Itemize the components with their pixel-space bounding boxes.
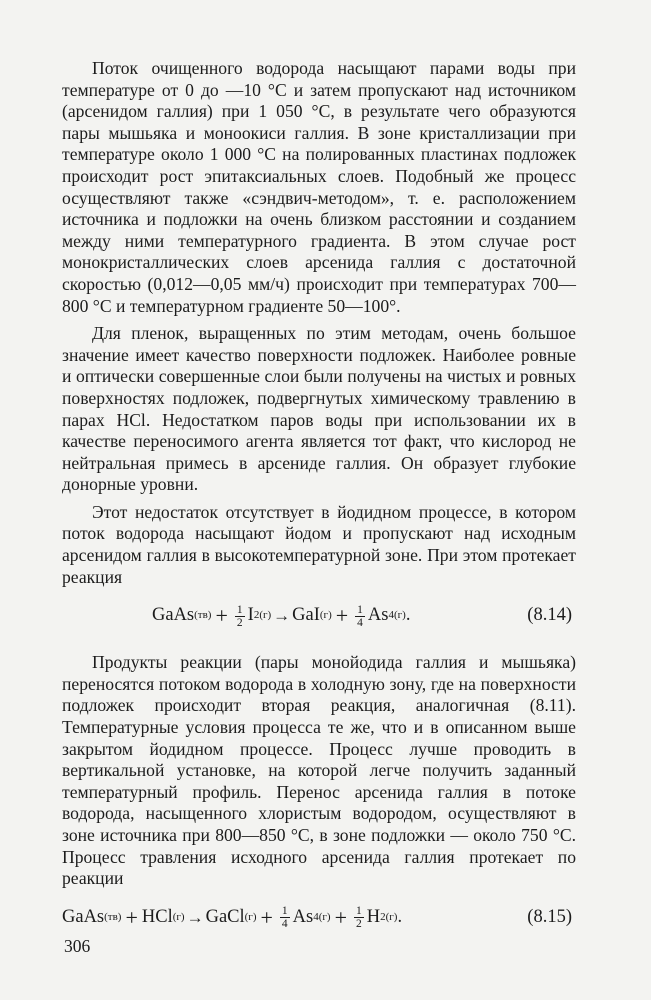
eq1-term-gaas: GaAs <box>152 605 195 626</box>
eq1-sub-as: 4(г) <box>388 609 406 622</box>
paragraph-4: Продукты реакции (пары монойодида галлия и мышьяка) переносятся потоком водорода в холодную зону, где на поверхности подложек происходит вторая реакция, аналогичная (8.11). Температурные условия процесса те же, что и в описанном выше закрытом йодидном процессе. Процесс лучше проводить в вертикальной установке, на которой легче получить заданный температурный профиль. Перенос арсенида галлия в потоке водорода, насыщенного хлористым водородом, осуществляют в зоне источника при 800—850 °С, в зоне подложки — около 750 °С. Процесс травления исходного арсенида галлия протекает по реакции <box>62 652 576 889</box>
eq1-sub-gai: (г) <box>319 609 332 622</box>
eq2-term-h: H <box>366 906 381 927</box>
eq2-term-gaas: GaAs <box>62 906 105 927</box>
paragraph-2: Для пленок, выращенных по этим методам, очень большое значение имеет качество поверхности подложек. Наиболее ровные и оптически совершенные слои были получены на чистых и ровных поверхностях подложек, подвергнутых химическому травлению в парах HCl. Недостатком паров воды при использовании их в качестве переносимого агента является тот факт, что кислород не нейтральная примесь в арсениде галлия. Он образует глубокие донорные уровни. <box>62 323 576 495</box>
eq2-term-as: As <box>292 906 314 927</box>
eq2-plus-2: + <box>260 904 273 930</box>
eq2-sub-gacl: (г) <box>244 910 257 923</box>
eq2-sub-gaas: (тв) <box>104 910 122 923</box>
page-number: 306 <box>64 936 91 956</box>
eq1-term-as: As <box>367 605 389 626</box>
eq2-sub-hcl: (г) <box>172 910 185 923</box>
eq2-plus-1: + <box>125 904 138 930</box>
eq1-period: . <box>405 605 411 626</box>
eq2-period: . <box>397 906 403 927</box>
eq2-sub-h: 2(г) <box>380 910 398 923</box>
eq2-fraction-1: $\frac{1}{4}$ <box>281 905 288 931</box>
eq1-fraction-2: $\frac{1}{4}$ <box>357 603 363 629</box>
eq1-arrow: → <box>273 606 291 626</box>
eq1-plus-2: + <box>335 603 349 629</box>
paragraph-3: Этот недостаток отсутствует в йодидном процессе, в котором поток водорода насыщают йодом и пропускают над исходным арсенидом галлия в высокотемпературной зоне. При этом протекает реакция <box>62 501 576 587</box>
eq2-fraction-2: $\frac{1}{2}$ <box>355 905 362 931</box>
equation-8-15 <box>62 896 576 940</box>
eq2-sub-as: 4(г) <box>313 910 331 923</box>
equation-8-14 <box>62 594 576 638</box>
equation-8-15-body <box>62 905 402 930</box>
page-body <box>62 58 576 954</box>
eq1-plus-1: + <box>215 603 228 629</box>
eq1-term-gai: GaI <box>292 605 320 626</box>
eq2-plus-3: + <box>334 904 347 930</box>
eq2-term-hcl: HCl <box>141 906 173 927</box>
eq1-fraction-1: $\frac{1}{2}$ <box>236 603 243 629</box>
eq1-term-i: I <box>247 605 254 626</box>
eq1-sub-i: 2(г) <box>253 609 272 622</box>
paragraph-1: Поток очищенного водорода насыщают парами воды при температуре от 0 до —10 °С и затем пропускают над источником (арсенидом галлия) при 1 050 °С, в результате чего образуются пары мышьяка и моноокиси галлия. В зоне кристаллизации при температуре около 1 000 °С на полированных пластинах подложек происходит рост эпитаксиальных слоев. Подобный же процесс осуществляют также «сэндвич-методом», т. е. расположением источника и подложки на очень близком расстоянии и созданием между ними температурного градиента. В этом случае рост монокристаллических слоев арсенида галлия с достаточной скоростью (0,012—0,05 мм/ч) происходит при температурах 700—800 °С и температурном градиенте 50—100°. <box>62 58 576 316</box>
eq2-arrow: → <box>186 907 204 927</box>
equation-number-8-15: (8.15) <box>527 906 572 927</box>
equation-number-8-14: (8.14) <box>527 605 572 626</box>
eq1-sub-gaas: (тв) <box>194 609 212 622</box>
eq2-term-gacl: GaCl <box>205 906 245 927</box>
equation-8-14-body <box>62 604 410 629</box>
